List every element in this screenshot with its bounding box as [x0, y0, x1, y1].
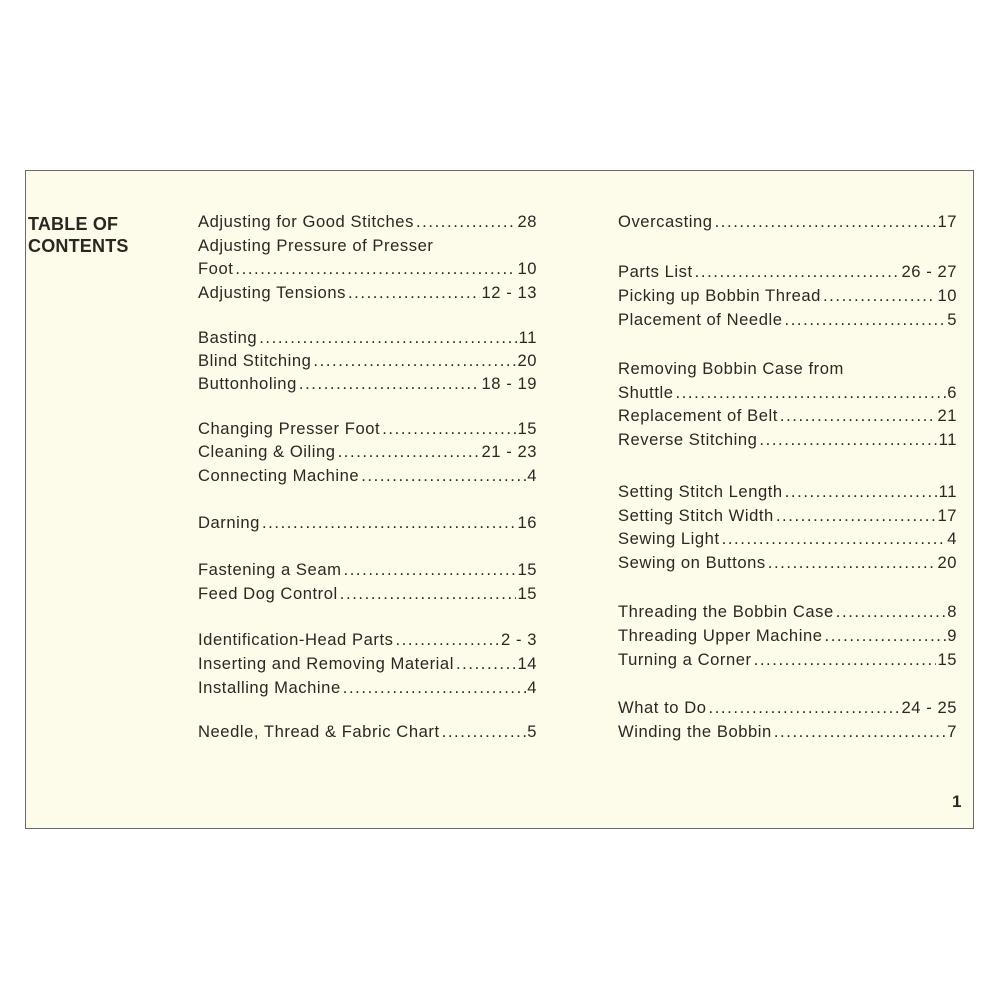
toc-entry-label: Adjusting Tensions [198, 283, 346, 302]
toc-title [28, 213, 129, 257]
dot-leader [235, 259, 516, 279]
toc-entry-label: Turning a Corner [618, 650, 752, 669]
toc-entry-label: Darning [198, 513, 260, 532]
dot-leader [785, 482, 938, 502]
dot-leader [676, 383, 947, 403]
dot-leader [722, 529, 947, 549]
toc-entry-page: 17 [937, 212, 957, 231]
toc-entry-label: Adjusting Pressure of Presser [198, 236, 434, 255]
toc-entry-page: 9 [947, 626, 957, 645]
toc-entry [618, 505, 957, 527]
toc-entry-page: 15 [517, 584, 537, 603]
toc-entry-page: 15 [937, 650, 957, 669]
toc-entry-label: Identification-Head Parts [198, 630, 394, 649]
toc-entry-label: Overcasting [618, 212, 713, 231]
toc-entry-page: 26 - 27 [901, 262, 957, 281]
toc-entry [618, 358, 957, 380]
toc-entry-page: 14 [517, 654, 537, 673]
toc-entry [198, 327, 537, 349]
toc-title-line-1: TABLE OF [28, 214, 119, 234]
toc-entry [618, 649, 957, 671]
toc-entry-label: Parts List [618, 262, 693, 281]
dot-leader [825, 626, 947, 646]
dot-leader [340, 584, 517, 604]
toc-entry-page: 11 [938, 482, 957, 501]
dot-leader [780, 406, 937, 426]
toc-entry-label: Sewing Light [618, 529, 720, 548]
toc-entry-label: Changing Presser Foot [198, 419, 381, 438]
dot-leader [299, 374, 481, 394]
dot-leader [361, 466, 526, 486]
dot-leader [442, 722, 527, 742]
dot-leader [259, 328, 517, 348]
toc-entry-label: What to Do [618, 698, 707, 717]
dot-leader [774, 722, 946, 742]
dot-leader [313, 351, 516, 371]
toc-entry-page: 5 [527, 722, 537, 741]
toc-entry-page: 12 - 13 [481, 283, 537, 302]
toc-entry [198, 629, 537, 651]
toc-entry-page: 11 [518, 328, 537, 347]
toc-entry [198, 721, 537, 743]
toc-entry-label: Sewing on Buttons [618, 553, 766, 572]
dot-leader [395, 630, 500, 650]
toc-entry-page: 17 [937, 506, 957, 525]
toc-entry-page: 24 - 25 [901, 698, 957, 717]
toc-entry-page: 18 - 19 [481, 374, 537, 393]
dot-leader [348, 283, 481, 303]
toc-entry [198, 653, 537, 675]
toc-entry-label: Blind Stitching [198, 351, 312, 370]
toc-entry [618, 528, 957, 550]
toc-entry-page: 16 [517, 513, 537, 532]
toc-entry-label: Cleaning & Oiling [198, 442, 336, 461]
toc-entry-label: Inserting and Removing Material [198, 654, 454, 673]
toc-entry [198, 350, 537, 372]
dot-leader [754, 650, 937, 670]
toc-entry-label: Threading the Bobbin Case [618, 602, 834, 621]
toc-entry-label: Replacement of Belt [618, 406, 778, 425]
toc-entry [618, 285, 957, 307]
toc-entry-label: Fastening a Seam [198, 560, 342, 579]
toc-entry-page: 21 - 23 [481, 442, 537, 461]
dot-leader [343, 678, 526, 698]
dot-leader [695, 262, 901, 282]
toc-entry [618, 405, 957, 427]
toc-entry [198, 211, 537, 233]
toc-entry [198, 441, 537, 463]
toc-entry-page: 28 [517, 212, 537, 231]
toc-entry [618, 261, 957, 283]
dot-leader [456, 654, 517, 674]
page-number: 1 [952, 792, 962, 811]
toc-entry-page: 11 [938, 430, 957, 449]
toc-entry-label: Setting Stitch Length [618, 482, 783, 501]
toc-entry [198, 583, 537, 605]
toc-entry-page: 8 [947, 602, 957, 621]
toc-title-line-2: CONTENTS [28, 236, 129, 256]
toc-entry [198, 418, 537, 440]
toc-entry [198, 235, 537, 257]
dot-leader [836, 602, 946, 622]
toc-entry-page: 4 [947, 529, 957, 548]
toc-entry [198, 677, 537, 699]
dot-leader [338, 442, 481, 462]
toc-entry [618, 552, 957, 574]
toc-entry-label: Threading Upper Machine [618, 626, 823, 645]
toc-entry-label: Connecting Machine [198, 466, 360, 485]
dot-leader [262, 513, 516, 533]
toc-entry [198, 465, 537, 487]
toc-entry [618, 429, 957, 451]
toc-entry [198, 559, 537, 581]
toc-entry-label: Winding the Bobbin [618, 722, 772, 741]
dot-leader [343, 560, 516, 580]
toc-entry-page: 5 [947, 310, 957, 329]
toc-entry [618, 382, 957, 404]
toc-entry [198, 258, 537, 280]
toc-entry-page: 2 - 3 [501, 630, 537, 649]
toc-entry [618, 211, 957, 233]
dot-leader [759, 430, 937, 450]
toc-entry-label: Adjusting for Good Stitches [198, 212, 414, 231]
toc-entry-label: Feed Dog Control [198, 584, 338, 603]
dot-leader [715, 212, 937, 232]
dot-leader [776, 506, 937, 526]
manual-page [25, 170, 974, 829]
dot-leader [709, 698, 901, 718]
toc-entry [618, 601, 957, 623]
dot-leader [382, 419, 516, 439]
toc-entry-page: 7 [947, 722, 957, 741]
toc-entry-label: Buttonholing [198, 374, 297, 393]
toc-entry [618, 309, 957, 331]
toc-entry-page: 15 [517, 419, 537, 438]
toc-entry [198, 282, 537, 304]
toc-entry-label: Basting [198, 328, 258, 347]
toc-entry-label: Removing Bobbin Case from [618, 359, 844, 378]
toc-entry-label: Reverse Stitching [618, 430, 758, 449]
toc-entry-page: 21 [937, 406, 957, 425]
toc-entry-page: 4 [527, 466, 537, 485]
toc-entry [618, 625, 957, 647]
toc-entry-label: Foot [198, 259, 234, 278]
toc-entry-label: Placement of Needle [618, 310, 783, 329]
toc-entry-page: 10 [937, 286, 957, 305]
toc-entry-page: 20 [937, 553, 957, 572]
toc-entry-page: 15 [517, 560, 537, 579]
toc-entry [198, 512, 537, 534]
toc-entry-page: 6 [947, 383, 957, 402]
toc-entry-page: 20 [517, 351, 537, 370]
toc-entry [618, 697, 957, 719]
toc-entry [198, 373, 537, 395]
toc-entry-label: Setting Stitch Width [618, 506, 774, 525]
dot-leader [768, 553, 937, 573]
dot-leader [416, 212, 517, 232]
toc-entry-page: 4 [527, 678, 537, 697]
dot-leader [785, 310, 947, 330]
toc-entry-label: Shuttle [618, 383, 674, 402]
toc-entry-page: 10 [517, 259, 537, 278]
toc-entry-label: Installing Machine [198, 678, 341, 697]
toc-entry [618, 481, 957, 503]
toc-entry-label: Picking up Bobbin Thread [618, 286, 821, 305]
toc-entry-label: Needle, Thread & Fabric Chart [198, 722, 440, 741]
dot-leader [823, 286, 937, 306]
toc-entry [618, 721, 957, 743]
